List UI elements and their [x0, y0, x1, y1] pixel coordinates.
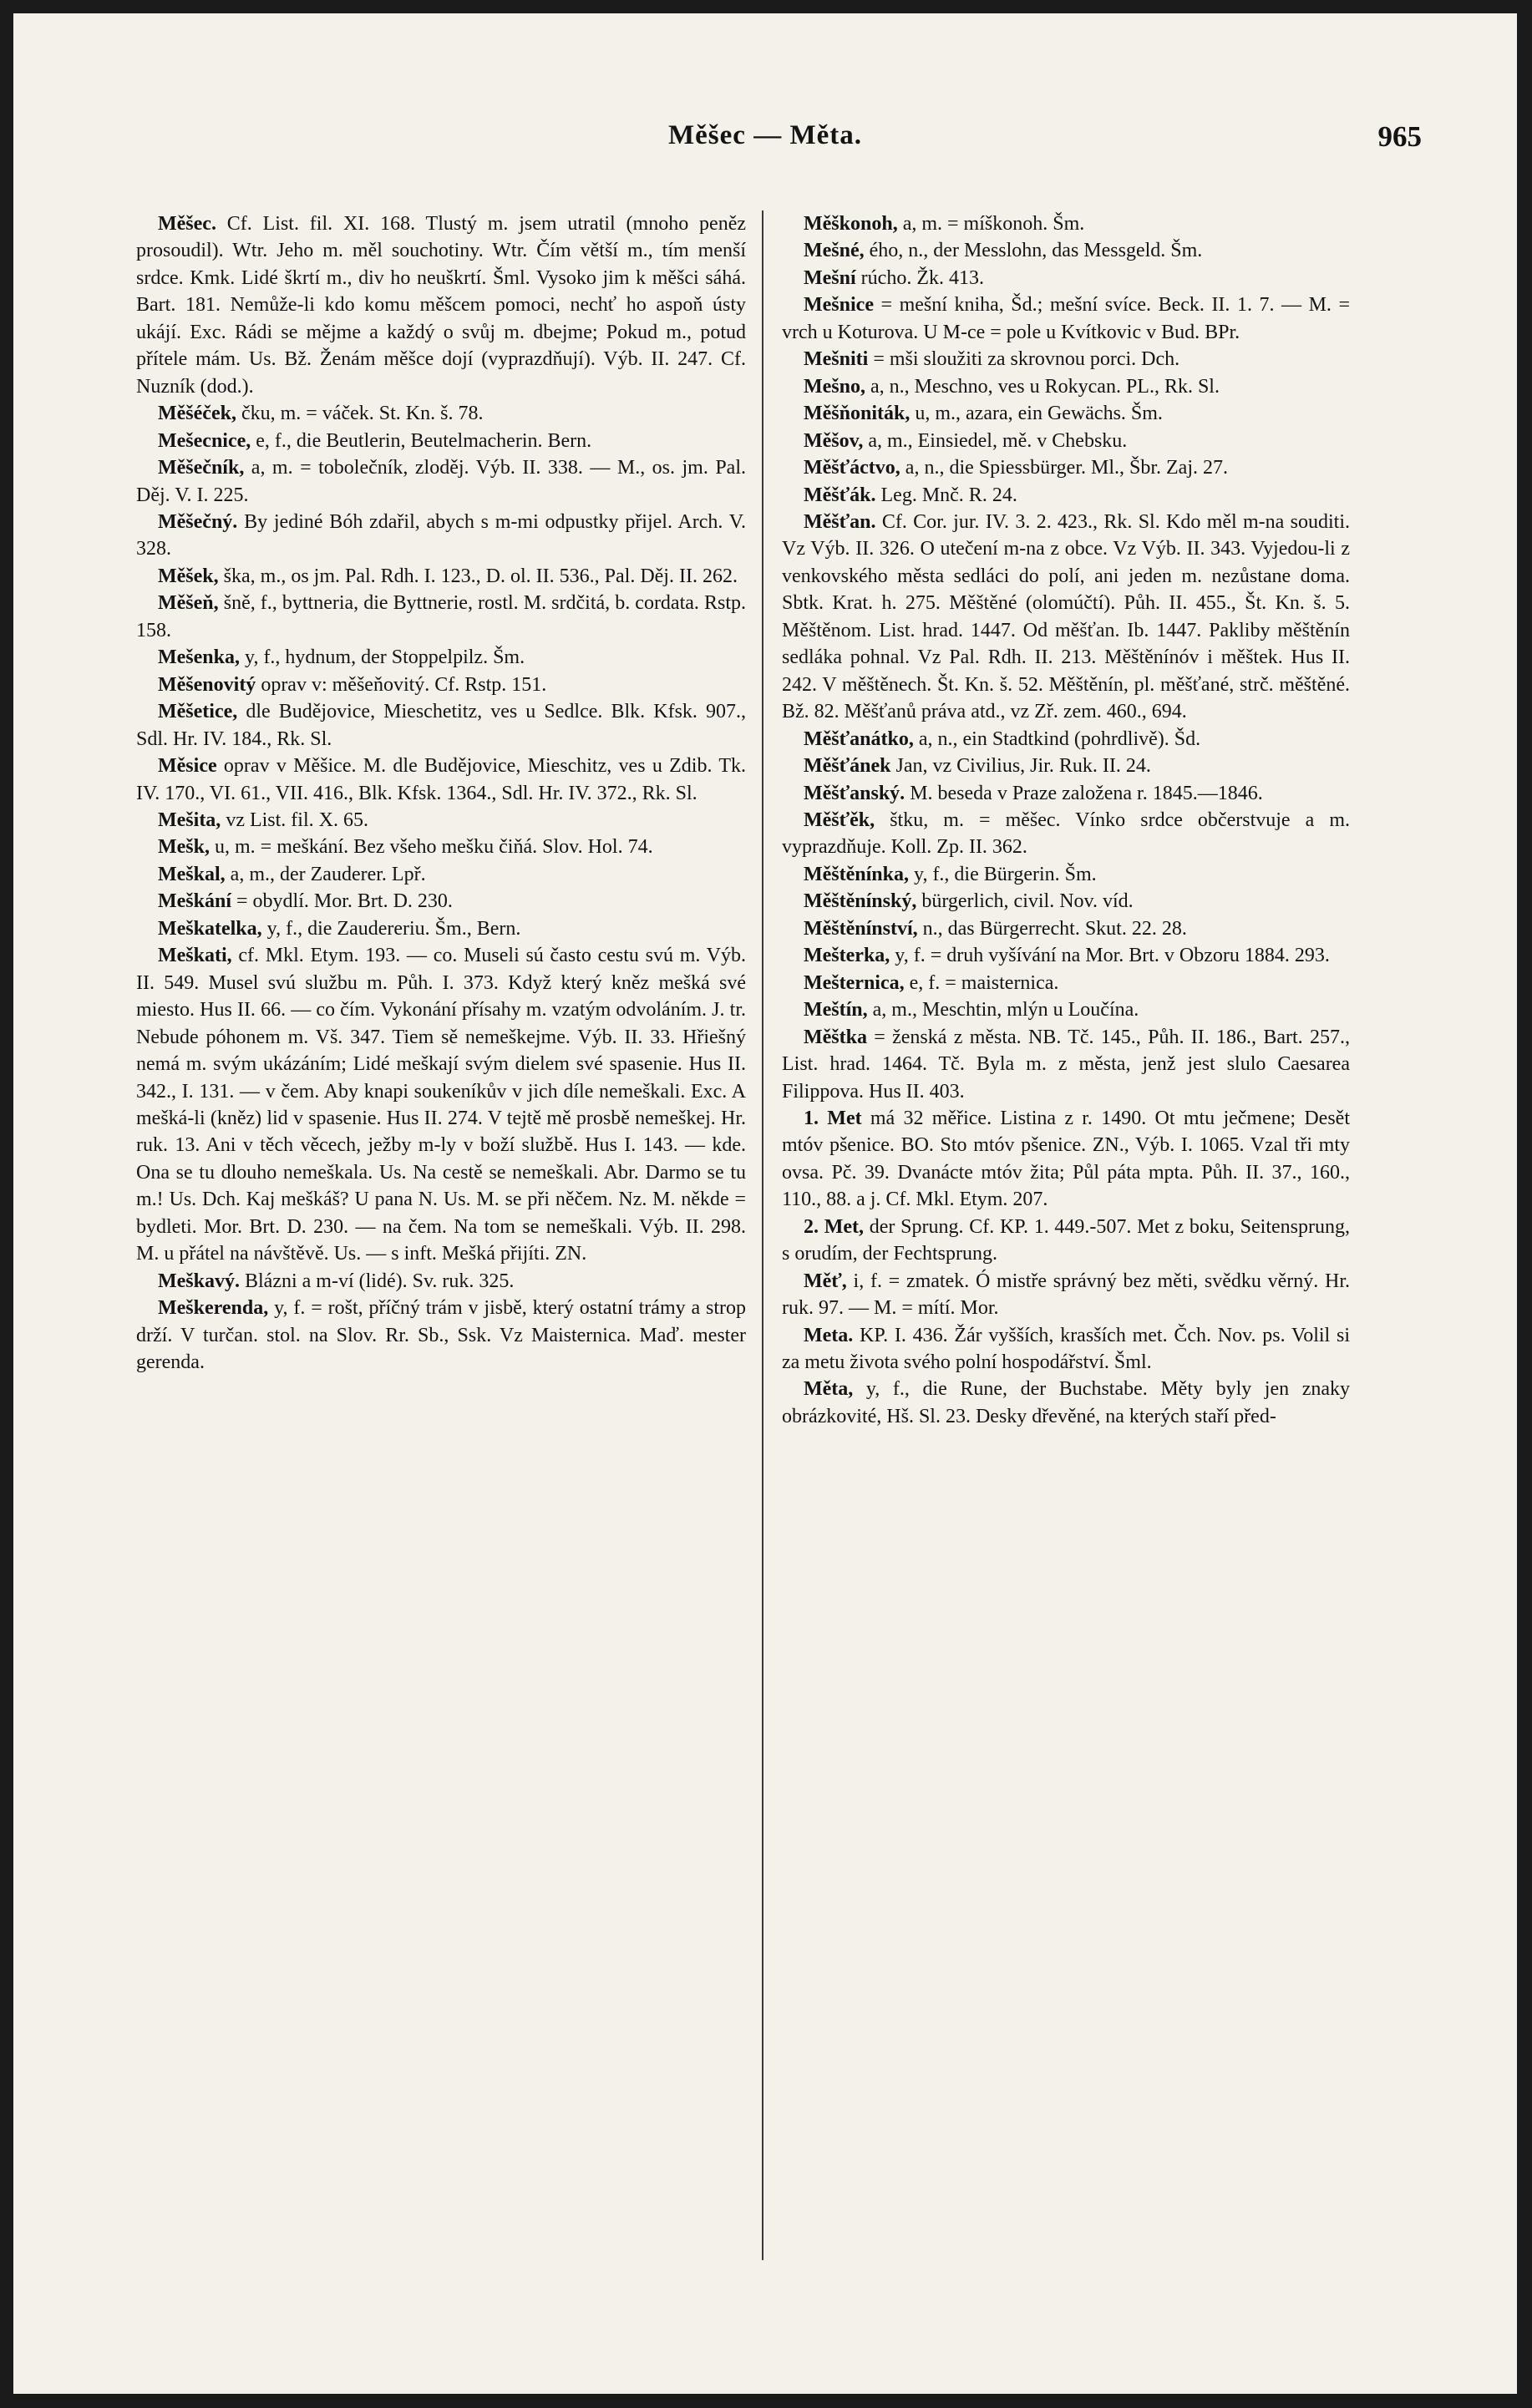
entry-text: a, m. = tobolečník, zloděj. Výb. II. 338. — M., os. jm. Pal. Děj. V. I. 225.: [136, 457, 746, 506]
entry-headword: Mešecnice,: [158, 429, 251, 452]
entry-headword: Měškonoh,: [804, 213, 898, 235]
dictionary-entry: [782, 373, 1350, 400]
entry-headword: Meškal,: [158, 863, 226, 885]
dictionary-entry: [782, 291, 1350, 346]
dictionary-entry: [136, 834, 746, 860]
dictionary-entry: [136, 644, 746, 671]
dictionary-entry: [136, 753, 746, 807]
entry-headword: Měta,: [804, 1378, 854, 1401]
entry-headword: Mešternica,: [804, 971, 905, 994]
entry-text: a, n., ein Stadtkind (pohrdlivě). Šd.: [913, 727, 1201, 750]
dictionary-entry: [782, 400, 1350, 427]
dictionary-entry: [136, 563, 746, 590]
column-divider: [762, 210, 763, 2260]
entry-text: y, f., die Zaudereriu. Šm., Bern.: [261, 917, 521, 940]
running-head: Měšec — Měta.: [668, 120, 862, 150]
dictionary-entry: [136, 942, 746, 1267]
entry-text: Jan, vz Civilius, Jir. Ruk. II. 24.: [890, 755, 1151, 778]
dictionary-entry: [782, 753, 1350, 779]
entry-text: a, m., Meschtin, mlýn u Loučína.: [867, 999, 1139, 1021]
dictionary-entry: [136, 1295, 746, 1376]
dictionary-entry: [782, 942, 1350, 969]
left-column: [136, 210, 746, 1376]
entry-text: Leg. Mnč. R. 24.: [875, 484, 1017, 506]
entry-headword: Meštín,: [804, 999, 868, 1021]
entry-text: čku, m. = váček. St. Kn. š. 78.: [236, 403, 484, 425]
entry-headword: Měšečník,: [158, 457, 245, 479]
dictionary-entry: [782, 1024, 1350, 1105]
entry-text: = obydlí. Mor. Brt. D. 230.: [231, 890, 453, 913]
dictionary-entry: [136, 672, 746, 698]
dictionary-entry: [782, 454, 1350, 481]
entry-text: oprav v: měšeňovitý. Cf. Rstp. 151.: [256, 673, 547, 696]
entry-text: M. beseda v Praze založena r. 1845.—1846.: [905, 782, 1263, 804]
entry-headword: Měštka: [804, 1026, 867, 1048]
entry-headword: Měšov,: [804, 429, 864, 452]
dictionary-entry: [782, 428, 1350, 454]
entry-headword: Měšeň,: [158, 592, 219, 615]
entry-text: Blázni a m-ví (lidé). Sv. ruk. 325.: [240, 1270, 515, 1292]
dictionary-entry: [782, 1376, 1350, 1430]
entry-headword: Mešita,: [158, 809, 221, 831]
dictionary-entry: [782, 1105, 1350, 1214]
entry-headword: Měštěnínství,: [804, 917, 918, 940]
entry-text: a, m., Einsiedel, mě. v Chebsku.: [863, 429, 1128, 452]
entry-headword: Mešk,: [158, 836, 210, 859]
entry-text: rúcho. Žk. 413.: [855, 266, 984, 289]
entry-headword: Měštěnínka,: [804, 863, 909, 885]
entry-text: u, m., azara, ein Gewächs. Šm.: [910, 403, 1163, 425]
entry-text: y, f. = rošt, příčný trám v jisbě, který ostatní trámy a strop drží. V turčan. stol. na Slov. Rr. Sb., Ssk. Vz Maisternica. Maď. mester gerenda.: [136, 1297, 746, 1374]
entry-text: bürgerlich, civil. Nov. víd.: [916, 890, 1134, 913]
dictionary-page: [13, 13, 1517, 2394]
entry-text: y, f. = druh vyšívání na Mor. Brt. v Obzoru 1884. 293.: [890, 945, 1330, 967]
dictionary-entry: [782, 915, 1350, 942]
dictionary-entry: [782, 210, 1350, 237]
entry-headword: Měšetice,: [158, 701, 238, 723]
entry-headword: Měštěnínský,: [804, 890, 917, 913]
dictionary-entry: [782, 482, 1350, 509]
entry-headword: Meškerenda,: [158, 1297, 269, 1320]
right-column: [782, 210, 1350, 1430]
entry-text: dle Budějovice, Mieschetitz, ves u Sedlce. Blk. Kfsk. 907., Sdl. Hr. IV. 184., Rk. Sl.: [136, 701, 746, 750]
entry-text: Cf. List. fil. XI. 168. Tlustý m. jsem utratil (mnoho peněz prosoudil). Wtr. Jeho m. měl souchotiny. Wtr. Čím větší m., tím menší srdce. Kmk. Lidé škrtí m., div ho neuškrtí. Šml. Vysoko jim k měšci sáhá. Bart. 181. Nemůže-li kdo komu měšcem pomoci, nechť ho aspoň ústy ukájí. Exc. Rádi se mějme a každý o svůj m. dbejme; Pokud m., potud přítele mám. Us. Bž. Ženám měšce dojí (vyprazdňují). Výb. II. 247. Cf. Nuzník (dod.).: [136, 213, 746, 398]
entry-text: štku, m. = měšec. Vínko srdce občerstvuje a m. vyprazdňuje. Koll. Zp. II. 362.: [782, 809, 1350, 859]
dictionary-entry: [782, 780, 1350, 807]
entry-text: i, f. = zmatek. Ó mistře správný bez měti, svědku věrný. Hr. ruk. 97. — M. = mítí. Mor.: [782, 1270, 1350, 1320]
entry-text: e, f. = maisternica.: [904, 971, 1059, 994]
entry-headword: Měšťák.: [804, 484, 876, 506]
entry-text: u, m. = meškání. Bez všeho mešku čiňá. Slov. Hol. 74.: [210, 836, 653, 859]
entry-headword: Měšenovitý: [158, 673, 256, 696]
page-header: [13, 120, 1517, 157]
entry-text: y, f., die Rune, der Buchstabe. Měty byly jen znaky obrázkovité, Hš. Sl. 23. Desky dřevěné, na kterých staří před-: [782, 1378, 1350, 1427]
entry-headword: Meškati,: [158, 945, 232, 967]
entry-headword: Měšňoniták,: [804, 403, 911, 425]
dictionary-entry: [136, 1268, 746, 1295]
dictionary-entry: [136, 509, 746, 563]
entry-headword: Meškavý.: [158, 1270, 240, 1292]
entry-headword: Měsice: [158, 755, 217, 778]
entry-text: a, m., der Zauderer. Lpř.: [225, 863, 426, 885]
entry-text: a, n., die Spiessbürger. Ml., Šbr. Zaj. 27.: [900, 457, 1228, 479]
dictionary-entry: [136, 400, 746, 427]
entry-headword: Meškatelka,: [158, 917, 262, 940]
dictionary-entry: [136, 428, 746, 454]
entry-text: šně, f., byttneria, die Byttnerie, rostl. M. srdčitá, b. cordata. Rstp. 158.: [136, 592, 746, 641]
entry-text: vz List. fil. X. 65.: [221, 809, 368, 831]
entry-headword: 2. Met,: [804, 1215, 865, 1238]
dictionary-entry: [136, 915, 746, 942]
entry-headword: Mešní: [804, 266, 856, 289]
entry-text: a, n., Meschno, ves u Rokycan. PL., Rk. Sl.: [865, 375, 1220, 398]
entry-headword: Měšec.: [158, 213, 216, 235]
dictionary-entry: [136, 807, 746, 834]
dictionary-entry: [782, 1322, 1350, 1376]
entry-text: oprav v Měšice. M. dle Budějovice, Mieschitz, ves u Zdib. Tk. IV. 170., VI. 61., VII. 416., Blk. Kfsk. 1364., Sdl. Hr. IV. 372., Rk. Sl.: [136, 755, 746, 804]
dictionary-entry: [782, 726, 1350, 753]
entry-headword: Měť,: [804, 1270, 847, 1292]
dictionary-entry: [136, 210, 746, 400]
dictionary-entry: [782, 807, 1350, 861]
dictionary-entry: [782, 509, 1350, 726]
entry-headword: Meta.: [804, 1324, 854, 1346]
entry-headword: Měšek,: [158, 565, 219, 587]
entry-text: ška, m., os jm. Pal. Rdh. I. 123., D. ol. II. 536., Pal. Děj. II. 262.: [218, 565, 738, 587]
dictionary-entry: [782, 970, 1350, 996]
dictionary-entry: [782, 237, 1350, 264]
entry-headword: Mešenka,: [158, 646, 240, 669]
page-number: 965: [1377, 120, 1422, 153]
entry-text: cf. Mkl. Etym. 193. — co. Museli sú často cestu svú m. Výb. II. 549. Musel svú službu m. Půh. I. 373. Když který kněz mešká své miesto. Hus II. 66. — co čím. Vykonání přísahy m. vzatým odvoláním. J. tr. Nebude póhonem m. Vš. 347. Tiem sě nemeškejme. Výb. II. 33. Hřiešný nemá m. svým ukázáním; Lidé meškají svým dielem své spasenie. Hus II. 342., I. 131. — v čem. Aby knapi soukeníkův v jich díle nemeškali. Exc. A mešká-li (kněz) lid v spasenie. Hus II. 274. V tejtě mě prosbě nemeškej. Hr. ruk. 13. Ani v těch věcech, ježby m-ly v boží službě. Hus I. 143. — kde. Ona se tu dlouho nemeškala. Us. Na cestě se nemeškali. Abr. Darmo se tu m.! Us. Dch. Kaj meškáš? U pana N. Us. M. se při něčem. Nz. M. někde = bydleti. Mor. Brt. D. 230. — na čem. Na tom se nemeškali. Výb. II. 298. M. u přátel na návštěvě. Us. — s inft. Mešká přijíti. ZN.: [136, 945, 746, 1265]
entry-headword: Měšťan.: [804, 510, 876, 533]
entry-text: má 32 měřice. Listina z r. 1490. Ot mtu ječmene; Desět mtóv pšenice. BO. Sto mtóv pšenice. ZN., Výb. I. 1065. Vzal tři mty ovsa. Pč. 39. Dvanácte mtóv žita; Půl páta mpta. Půh. II. 37., 160., 110., 88. a j. Cf. Mkl. Etym. 207.: [782, 1107, 1350, 1211]
entry-headword: Meškání: [158, 890, 232, 913]
entry-text: Cf. Cor. jur. IV. 3. 2. 423., Rk. Sl. Kdo měl m-na souditi. Vz Výb. II. 326. O utečení m-na z obce. Vz Výb. II. 343. Vyjedou-li z venkovského města sedláci do polí, ani jeden m. nezůstane doma. Sbtk. Krat. h. 275. Měštěné (olomúčtí). Půh. II. 455., Št. Kn. š. 5. Měštěnom. List. hrad. 1447. Od měšťan. Ib. 1447. Pakliby měštěnín sedláka pohnal. Vz Pal. Rdh. II. 213. Měštěnínóv i měštek. Hus II. 242. V měštěnech. Št. Kn. š. 52. Měštěnín, pl. měšťané, strč. měštěné. Bž. 82. Měšťanů práva atd., vz Zř. zem. 460., 694.: [782, 510, 1350, 723]
dictionary-entry: [136, 698, 746, 753]
entry-headword: Měšťanátko,: [804, 727, 914, 750]
dictionary-entry: [782, 265, 1350, 291]
dictionary-entry: [782, 888, 1350, 915]
entry-text: = ženská z města. NB. Tč. 145., Půh. II. 186., Bart. 257., List. hrad. 1464. Tč. Byla m. z města, jenž jest slulo Caesarea Filippova. Hus II. 403.: [782, 1026, 1350, 1103]
entry-headword: 1. Met: [804, 1107, 862, 1129]
entry-text: By jediné Bóh zdařil, abych s m-mi odpustky přijel. Arch. V. 328.: [136, 510, 746, 560]
entry-headword: Měšéček,: [158, 403, 236, 425]
entry-text: = mši sloužiti za skrovnou porci. Dch.: [868, 348, 1180, 371]
entry-text: n., das Bürgerrecht. Skut. 22. 28.: [917, 917, 1187, 940]
entry-headword: Měšťěk,: [804, 809, 875, 831]
entry-headword: Měšťánek: [804, 755, 891, 778]
entry-text: = mešní kniha, Šd.; mešní svíce. Beck. II. 1. 7. — M. = vrch u Koturova. U M-ce = pole u Kvítkovic v Bud. BPr.: [782, 294, 1350, 343]
entry-headword: Mešnice: [804, 294, 874, 317]
dictionary-entry: [782, 1268, 1350, 1322]
entry-text: a, m. = míškonoh. Šm.: [897, 213, 1085, 235]
dictionary-entry: [136, 861, 746, 888]
entry-headword: Mešniti: [804, 348, 869, 371]
entry-text: y, f., die Bürgerin. Šm.: [909, 863, 1097, 885]
entry-text: ého, n., der Messlohn, das Messgeld. Šm.: [864, 240, 1203, 262]
dictionary-entry: [782, 346, 1350, 373]
dictionary-entry: [136, 454, 746, 509]
entry-headword: Mešno,: [804, 375, 865, 398]
dictionary-entry: [782, 1214, 1350, 1268]
entry-text: e, f., die Beutlerin, Beutelmacherin. Bern.: [251, 429, 592, 452]
dictionary-entry: [782, 861, 1350, 888]
entry-text: KP. I. 436. Žár vyšších, krasších met. Čch. Nov. ps. Volil si za metu života svého polní hospodářství. Šml.: [782, 1324, 1350, 1374]
entry-headword: Měšťáctvo,: [804, 457, 900, 479]
entry-text: der Sprung. Cf. KP. 1. 449.-507. Met z boku, Seitensprung, s orudím, der Fechtsprung.: [782, 1215, 1350, 1265]
dictionary-entry: [782, 996, 1350, 1023]
entry-headword: Měšečný.: [158, 510, 238, 533]
entry-headword: Mešterka,: [804, 945, 890, 967]
entry-text: y, f., hydnum, der Stoppelpilz. Šm.: [240, 646, 525, 669]
entry-headword: Mešné,: [804, 240, 865, 262]
dictionary-entry: [136, 590, 746, 644]
entry-headword: Měšťanský.: [804, 782, 906, 804]
dictionary-entry: [136, 888, 746, 915]
